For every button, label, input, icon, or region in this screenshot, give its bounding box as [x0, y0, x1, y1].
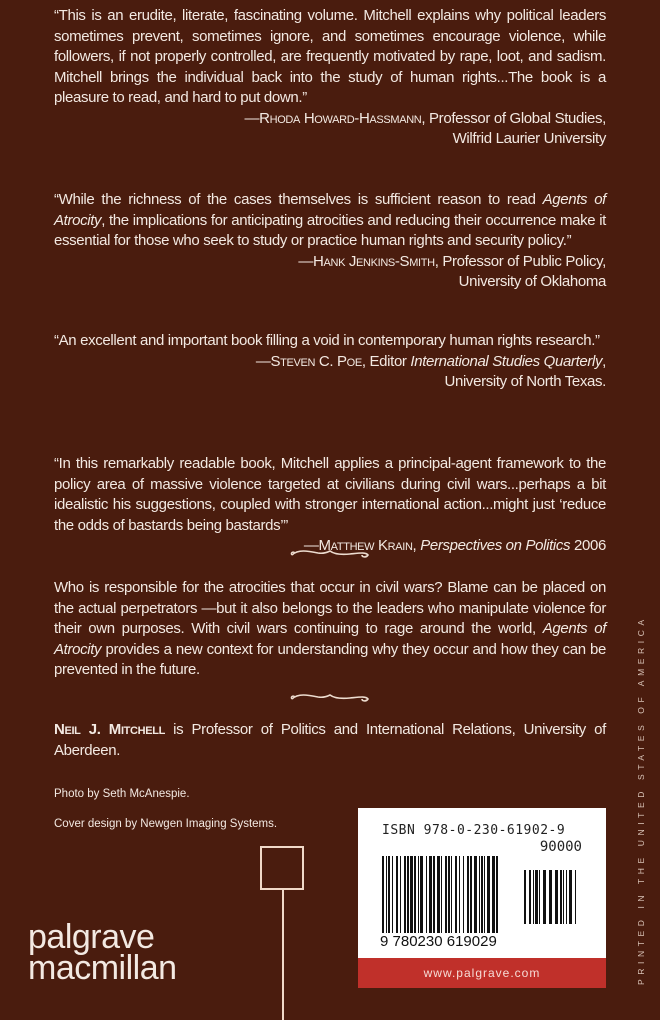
reviewer-role: , Professor of Global Studies, — [421, 109, 606, 127]
barcode-bar — [563, 870, 564, 924]
barcode-bar — [459, 856, 460, 936]
book-description — [54, 578, 606, 681]
review-quote-3 — [54, 331, 606, 393]
barcode-bar — [479, 856, 480, 936]
barcode-bar — [524, 870, 526, 924]
ornament-divider-icon — [288, 546, 372, 560]
barcode-bar — [555, 870, 558, 924]
quote-attribution — [54, 252, 606, 293]
barcode-bar — [543, 870, 546, 924]
barcode-bar — [566, 870, 567, 924]
barcode-bar — [455, 856, 457, 936]
barcode-bar — [400, 856, 401, 936]
barcode-bar — [481, 856, 483, 936]
reviewer-name: —Steven C. Poe — [255, 352, 362, 370]
review-quote-1 — [54, 6, 606, 150]
barcode-bar — [388, 856, 390, 936]
barcode-bar — [392, 856, 393, 936]
barcode-bar — [445, 856, 447, 936]
quote-text: “While the richness of the cases themselves is sufficient reason to read Agents of Atrocity, the implications for anticipating atrocities and reducing their occurrence make it essential for those who seek to study or practice human rights and security policy.” — [54, 191, 606, 249]
publisher-line-mark — [282, 890, 284, 1020]
barcode-bar — [470, 856, 472, 936]
quote-attribution — [54, 109, 606, 150]
quote-text: “An excellent and important book filling a void in contemporary human rights research.” — [54, 332, 600, 349]
isbn-text: ISBN 978-0-230-61902-9 — [382, 823, 566, 838]
barcode-bar — [467, 856, 469, 936]
ornament-divider-icon — [288, 690, 372, 704]
barcode-bars-icon — [382, 856, 582, 936]
printed-in-text: PRINTED IN THE UNITED STATES OF AMERICA — [636, 615, 646, 985]
cover-design-credit: Cover design by Newgen Imaging Systems. — [54, 818, 278, 830]
barcode-bar — [410, 856, 413, 936]
barcode-bar — [396, 856, 398, 936]
reviewer-affiliation: Wilfrid Laurier University — [452, 130, 606, 147]
quote-attribution: —Steven C. Poe, Editor International Studies Quarterly, University of North Texas. — [255, 352, 606, 390]
barcode-bar — [414, 856, 416, 936]
barcode-bar — [549, 870, 552, 924]
barcode-bar — [529, 870, 531, 924]
author-bio-text: Neil J. Mitchell is Professor of Politics and International Relations, University of Aberdeen. — [54, 721, 606, 759]
ean-number: 9 780230 619029 — [380, 933, 497, 950]
barcode-bar — [448, 856, 450, 936]
barcode-bar — [539, 870, 540, 924]
barcode-bar — [429, 856, 432, 936]
reviewer-affiliation: University of Oklahoma — [458, 273, 606, 290]
barcode-bar — [386, 856, 387, 936]
reviewer-affiliation: University of North Texas. — [444, 373, 606, 390]
publisher-url: www.palgrave.com — [358, 958, 606, 988]
author-name: Neil J. Mitchell — [54, 721, 165, 738]
barcode-bar — [463, 856, 464, 936]
barcode-bar — [426, 856, 427, 936]
barcode-bar — [407, 856, 409, 936]
barcode-bar — [420, 856, 423, 936]
reviewer-role: , Professor of Public Policy, — [434, 252, 606, 270]
barcode-box — [358, 808, 606, 988]
barcode-bar — [492, 856, 495, 936]
reviewer-name: —Rhoda Howard-Hassmann — [244, 109, 422, 127]
barcode-bar — [535, 870, 538, 924]
price-code: 90000 — [539, 839, 582, 855]
barcode-bar — [496, 856, 498, 936]
photo-credit: Photo by Seth McAnespie. — [54, 788, 190, 800]
barcode-bar — [451, 856, 452, 936]
barcode-bar — [437, 856, 440, 936]
author-bio — [54, 720, 606, 761]
barcode-bar — [474, 856, 477, 936]
review-quote-4 — [54, 454, 606, 557]
barcode-bar — [487, 856, 490, 936]
barcode-bar — [569, 870, 572, 924]
description-text: Who is responsible for the atrocities that occur in civil wars? Blame can be placed on the actual perpetrators —but it also belongs to the leaders who manipulate violence for their own purposes. With civil wars continuing to rage around the world, Agents of Atrocity provides a new context for understanding why they occur and how they can be prevented in the future. — [54, 579, 607, 678]
barcode-bar — [418, 856, 419, 936]
quote-attribution: —Matthew Krain, Perspectives on Politics 2006 — [303, 537, 606, 554]
quote-text: “In this remarkably readable book, Mitchell applies a principal-agent framework to the policy area of massive violence targeted at civilians during civil wars...perhaps a bit idealistic his suggestions, coupled with stronger international action...might just ‘reduce the odds of bastards being bastards’” — [54, 455, 606, 534]
barcode-bar — [484, 856, 485, 936]
reviewer-name: —Hank Jenkins-Smith — [298, 252, 435, 270]
barcode-bar — [560, 870, 562, 924]
publisher-square-mark — [260, 846, 304, 890]
barcode-bar — [404, 856, 406, 936]
logo-line-1: palgrave — [28, 918, 155, 956]
review-quote-2 — [54, 190, 606, 293]
barcode-bar — [533, 870, 534, 924]
reviewer-name: —Matthew Krain — [303, 537, 413, 554]
publisher-logo — [28, 918, 177, 987]
logo-line-2: macmillan — [28, 949, 177, 987]
barcode-bar — [433, 856, 435, 936]
barcode-bar — [382, 856, 384, 936]
barcode-bar — [575, 870, 576, 924]
quote-text: “This is an erudite, literate, fascinating volume. Mitchell explains why political leaders sometimes prevent, sometimes ignore, and sometimes encourage violence, while followers, if not properly controlled, are frequently motivated by rape, loot, and sadism. Mitchell brings the individual back into the study of human rights...The book is a pleasure to read, and hard to put down.” — [54, 7, 606, 106]
barcode-bar — [441, 856, 442, 936]
